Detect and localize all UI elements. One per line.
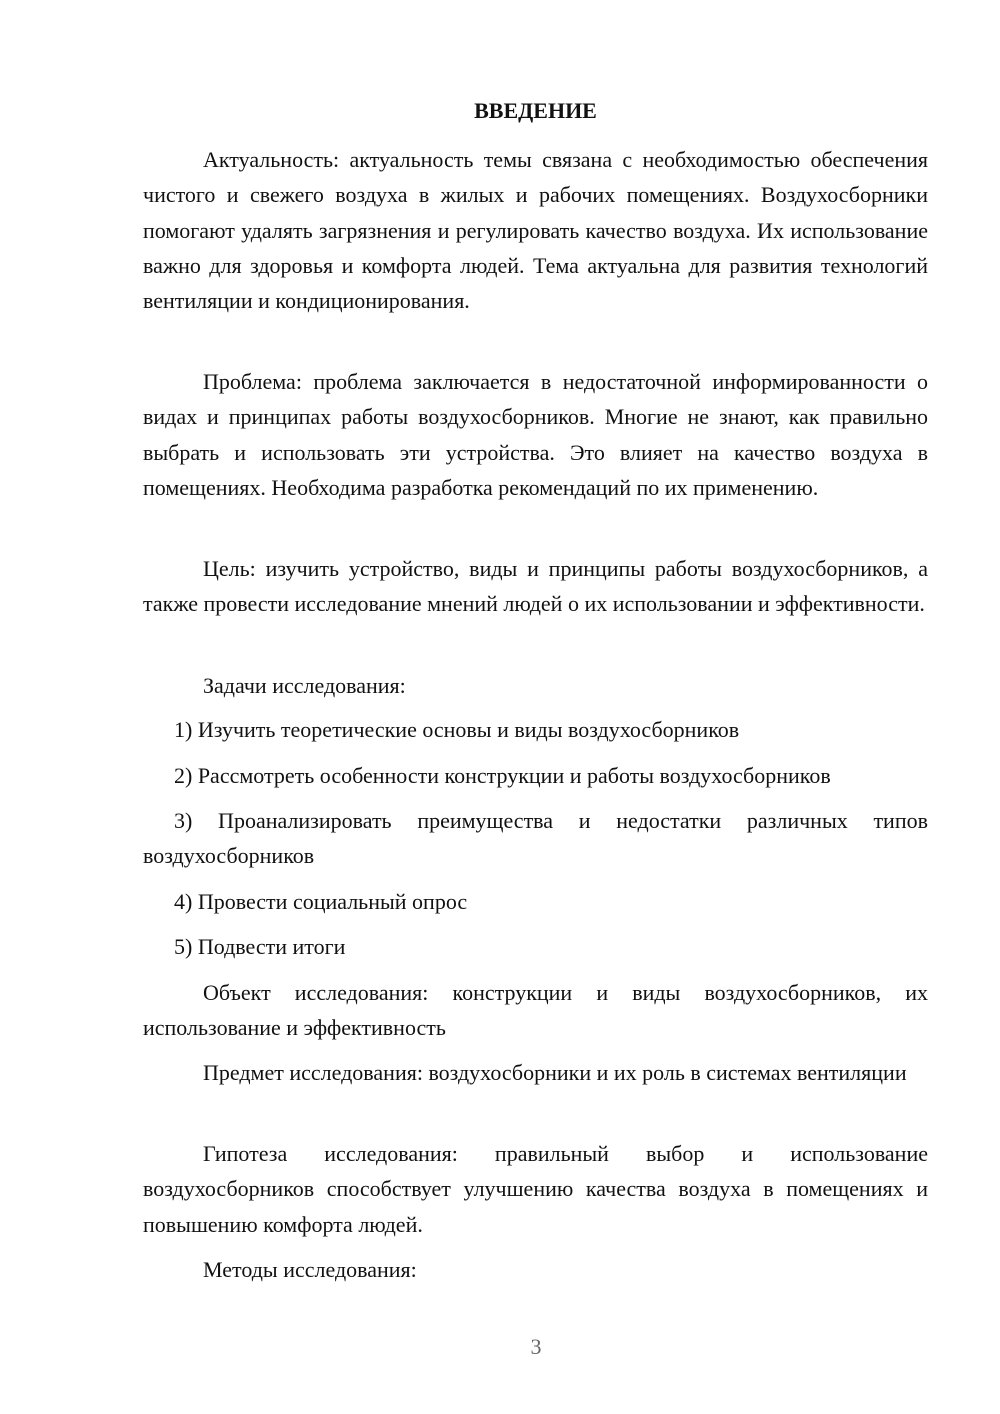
tasks-heading: Задачи исследования:: [203, 673, 406, 698]
methods-heading: Методы исследования:: [203, 1257, 417, 1282]
subject-paragraph: Предмет исследования: воздухосборники и их роль в системах вентиляции: [203, 1060, 907, 1085]
task-item-5: 5) Подвести итоги: [174, 934, 346, 959]
relevance-paragraph: Актуальность: актуальность темы связана с необходимостью обеспечения чистого и свежего воздуха в жилых и рабочих помещениях. Воздухосборники помогают удалять загрязнения и регулировать качество воздуха. Их использование важно для здоровья и комфорта людей. Тема актуальна для развития технологий вентиляции и кондиционирования.: [143, 147, 928, 314]
page-number: 3: [530, 1334, 542, 1359]
problem-paragraph: Проблема: проблема заключается в недостаточной информированности о видах и принципах работы воздухосборников. Многие не знают, как правильно выбрать и использовать эти устройства. Это влияет на качество воздуха в помещениях. Необходима разработка рекомендаций по их применению.: [143, 369, 928, 500]
page-title: ВВЕДЕНИЕ: [474, 98, 597, 123]
task-item-4: 4) Провести социальный опрос: [174, 889, 468, 914]
task-item-2: 2) Рассмотреть особенности конструкции и работы воздухосборников: [174, 763, 831, 788]
task-item-1: 1) Изучить теоретические основы и виды воздухосборников: [174, 717, 740, 742]
hypothesis-paragraph: Гипотеза исследования: правильный выбор и использование воздухосборников способствует улучшению качества воздуха в помещениях и повышению комфорта людей.: [143, 1141, 928, 1237]
object-paragraph: Объект исследования: конструкции и виды воздухосборников, их использование и эффективность: [143, 980, 928, 1041]
task-item-3: 3) Проанализировать преимущества и недостатки различных типов воздухосборников: [143, 808, 928, 868]
goal-paragraph: Цель: изучить устройство, виды и принципы работы воздухосборников, а также провести исследование мнений людей о их использовании и эффективности.: [143, 556, 928, 617]
